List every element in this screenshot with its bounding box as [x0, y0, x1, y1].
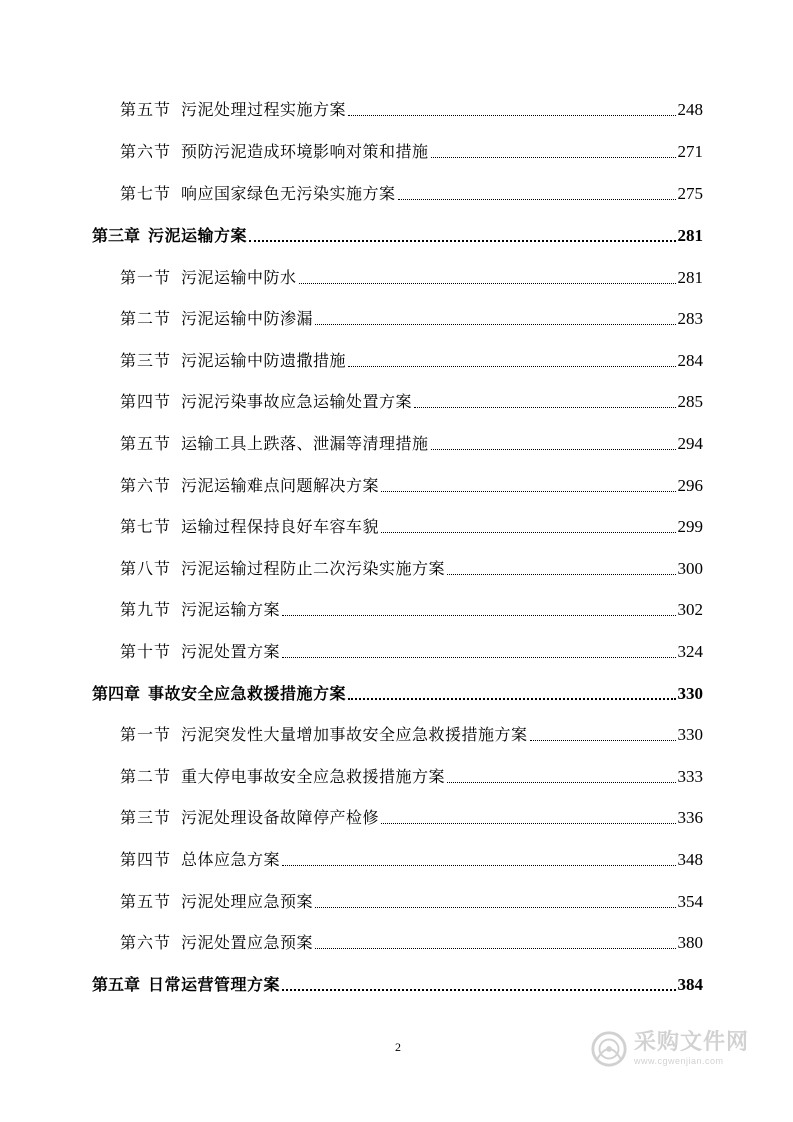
toc-entry-page: 275	[677, 184, 703, 203]
toc-entry[interactable]	[120, 386, 703, 412]
dot-leader	[431, 142, 676, 162]
toc-entry-title: 污泥处理应急预案	[181, 892, 314, 911]
toc-entry[interactable]	[120, 553, 703, 579]
dot-leader	[381, 808, 675, 828]
toc-entry[interactable]	[120, 428, 703, 454]
dot-leader	[381, 517, 675, 537]
toc-entry-title: 污泥运输难点问题解决方案	[181, 476, 380, 495]
toc-chapter-page: 330	[677, 684, 703, 703]
dot-leader	[299, 268, 676, 288]
toc-entry[interactable]	[120, 511, 703, 537]
toc-chapter-title: 污泥运输方案	[148, 226, 248, 245]
watermark-logo-icon	[590, 1030, 628, 1068]
toc-entry[interactable]	[120, 636, 703, 662]
dot-leader	[282, 642, 675, 662]
dot-leader	[282, 850, 675, 870]
toc-entry[interactable]	[120, 470, 703, 496]
toc-entry-page: 324	[677, 642, 703, 661]
toc-entry-page: 284	[677, 351, 703, 370]
toc-entry-title: 运输过程保持良好车容车貌	[181, 517, 380, 536]
toc-entry[interactable]	[120, 761, 703, 787]
toc-chapter-page: 384	[677, 975, 703, 994]
toc-entry-title: 污泥运输方案	[181, 600, 281, 619]
toc-entry-number: 第二节	[120, 309, 172, 328]
dot-leader	[282, 600, 675, 620]
toc-entry-number: 第三节	[120, 351, 172, 370]
toc-entry-number: 第六节	[120, 933, 172, 952]
toc-chapter-title: 日常运营管理方案	[148, 975, 281, 994]
dot-leader	[348, 351, 675, 371]
toc-entry-number: 第三节	[120, 808, 172, 827]
watermark-name: 采购文件网	[634, 1030, 750, 1055]
toc-entry-number: 第九节	[120, 600, 172, 619]
toc-entry-page: 299	[677, 517, 703, 536]
toc-entry-number: 第四节	[120, 850, 172, 869]
toc-entry-title: 污泥运输中防水	[181, 268, 297, 287]
toc-entry-page: 380	[677, 933, 703, 952]
toc-entry-title: 总体应急方案	[181, 850, 281, 869]
toc-entry-page: 336	[677, 808, 703, 827]
toc-entry[interactable]	[120, 262, 703, 288]
toc-entry-page: 348	[677, 850, 703, 869]
watermark-url: www.cgwenjian.com	[634, 1056, 724, 1066]
toc-entry-number: 第四节	[120, 392, 172, 411]
dot-leader	[398, 184, 676, 204]
toc-entry-number: 第五节	[120, 100, 172, 119]
toc-entry-title: 污泥运输过程防止二次污染实施方案	[181, 559, 446, 578]
toc-entry-number: 第六节	[120, 142, 172, 161]
toc-entry-page: 285	[677, 392, 703, 411]
toc-entry-number: 第一节	[120, 725, 172, 744]
toc-entry[interactable]	[120, 136, 703, 162]
dot-leader	[431, 434, 676, 454]
toc-chapter-number: 第四章	[92, 684, 141, 703]
toc-entry-page: 248	[677, 100, 703, 119]
toc-entry-title: 污泥处置方案	[181, 642, 281, 661]
toc-entry-page: 281	[677, 268, 703, 287]
toc-entry-page: 296	[677, 476, 703, 495]
dot-leader	[530, 725, 676, 745]
dot-leader	[315, 309, 675, 329]
toc-entry-number: 第五节	[120, 892, 172, 911]
toc-entry-page: 330	[677, 725, 703, 744]
page-number: 2	[395, 1040, 401, 1054]
toc-entry-number: 第七节	[120, 184, 172, 203]
toc-entry[interactable]	[120, 345, 703, 371]
dot-leader	[381, 476, 675, 496]
toc-entry-title: 运输工具上跌落、泄漏等清理措施	[181, 434, 429, 453]
dot-leader	[249, 226, 675, 246]
toc-entry-number: 第二节	[120, 767, 172, 786]
toc-entry-number: 第七节	[120, 517, 172, 536]
toc-chapter-number: 第五章	[92, 975, 141, 994]
toc-entry[interactable]	[120, 844, 703, 870]
dot-leader	[282, 975, 675, 995]
toc-chapter-page: 281	[677, 226, 703, 245]
toc-entry-page: 333	[677, 767, 703, 786]
toc-entry-title: 污泥处理设备故障停产检修	[181, 808, 380, 827]
dot-leader	[447, 559, 675, 579]
toc-entry-number: 第五节	[120, 434, 172, 453]
toc-entry[interactable]	[120, 802, 703, 828]
toc-entry-title: 污泥处置应急预案	[181, 933, 314, 952]
toc-entry-title: 污泥污染事故应急运输处置方案	[181, 392, 413, 411]
toc-entry-page: 271	[677, 142, 703, 161]
dot-leader	[348, 100, 675, 120]
dot-leader	[315, 933, 675, 953]
toc-entry-page: 283	[677, 309, 703, 328]
dot-leader	[348, 684, 675, 704]
toc-entry-title: 污泥突发性大量增加事故安全应急救援措施方案	[181, 725, 528, 744]
watermark	[590, 1026, 765, 1072]
toc-entry-number: 第十节	[120, 642, 172, 661]
toc-entry-title: 重大停电事故安全应急救援措施方案	[181, 767, 446, 786]
toc-chapter-title: 事故安全应急救援措施方案	[148, 684, 347, 703]
toc-entry-page: 294	[677, 434, 703, 453]
toc-entry-number: 第一节	[120, 268, 172, 287]
toc-chapter-number: 第三章	[92, 226, 141, 245]
toc-entry-title: 污泥运输中防渗漏	[181, 309, 314, 328]
toc-entry-title: 污泥处理过程实施方案	[181, 100, 347, 119]
toc-entry-title: 预防污泥造成环境影响对策和措施	[181, 142, 429, 161]
toc-entry[interactable]	[120, 927, 703, 953]
toc-entry-title: 污泥运输中防遗撒措施	[181, 351, 347, 370]
toc-entry[interactable]	[120, 303, 703, 329]
dot-leader	[315, 892, 675, 912]
toc-entry[interactable]	[120, 886, 703, 912]
toc-entry-number: 第六节	[120, 476, 172, 495]
toc-entry-page: 300	[677, 559, 703, 578]
toc-entry[interactable]	[120, 94, 703, 120]
toc-chapter-entry[interactable]	[92, 678, 703, 704]
toc-entry[interactable]	[120, 178, 703, 204]
toc-chapter-entry[interactable]	[92, 220, 703, 246]
dot-leader	[447, 767, 675, 787]
toc-entry-title: 响应国家绿色无污染实施方案	[181, 184, 396, 203]
toc-chapter-entry[interactable]	[92, 969, 703, 995]
toc-entry-number: 第八节	[120, 559, 172, 578]
dot-leader	[414, 392, 675, 412]
toc-entry-page: 302	[677, 600, 703, 619]
toc-entry[interactable]	[120, 594, 703, 620]
toc-entry-page: 354	[677, 892, 703, 911]
toc-entry[interactable]	[120, 719, 703, 745]
